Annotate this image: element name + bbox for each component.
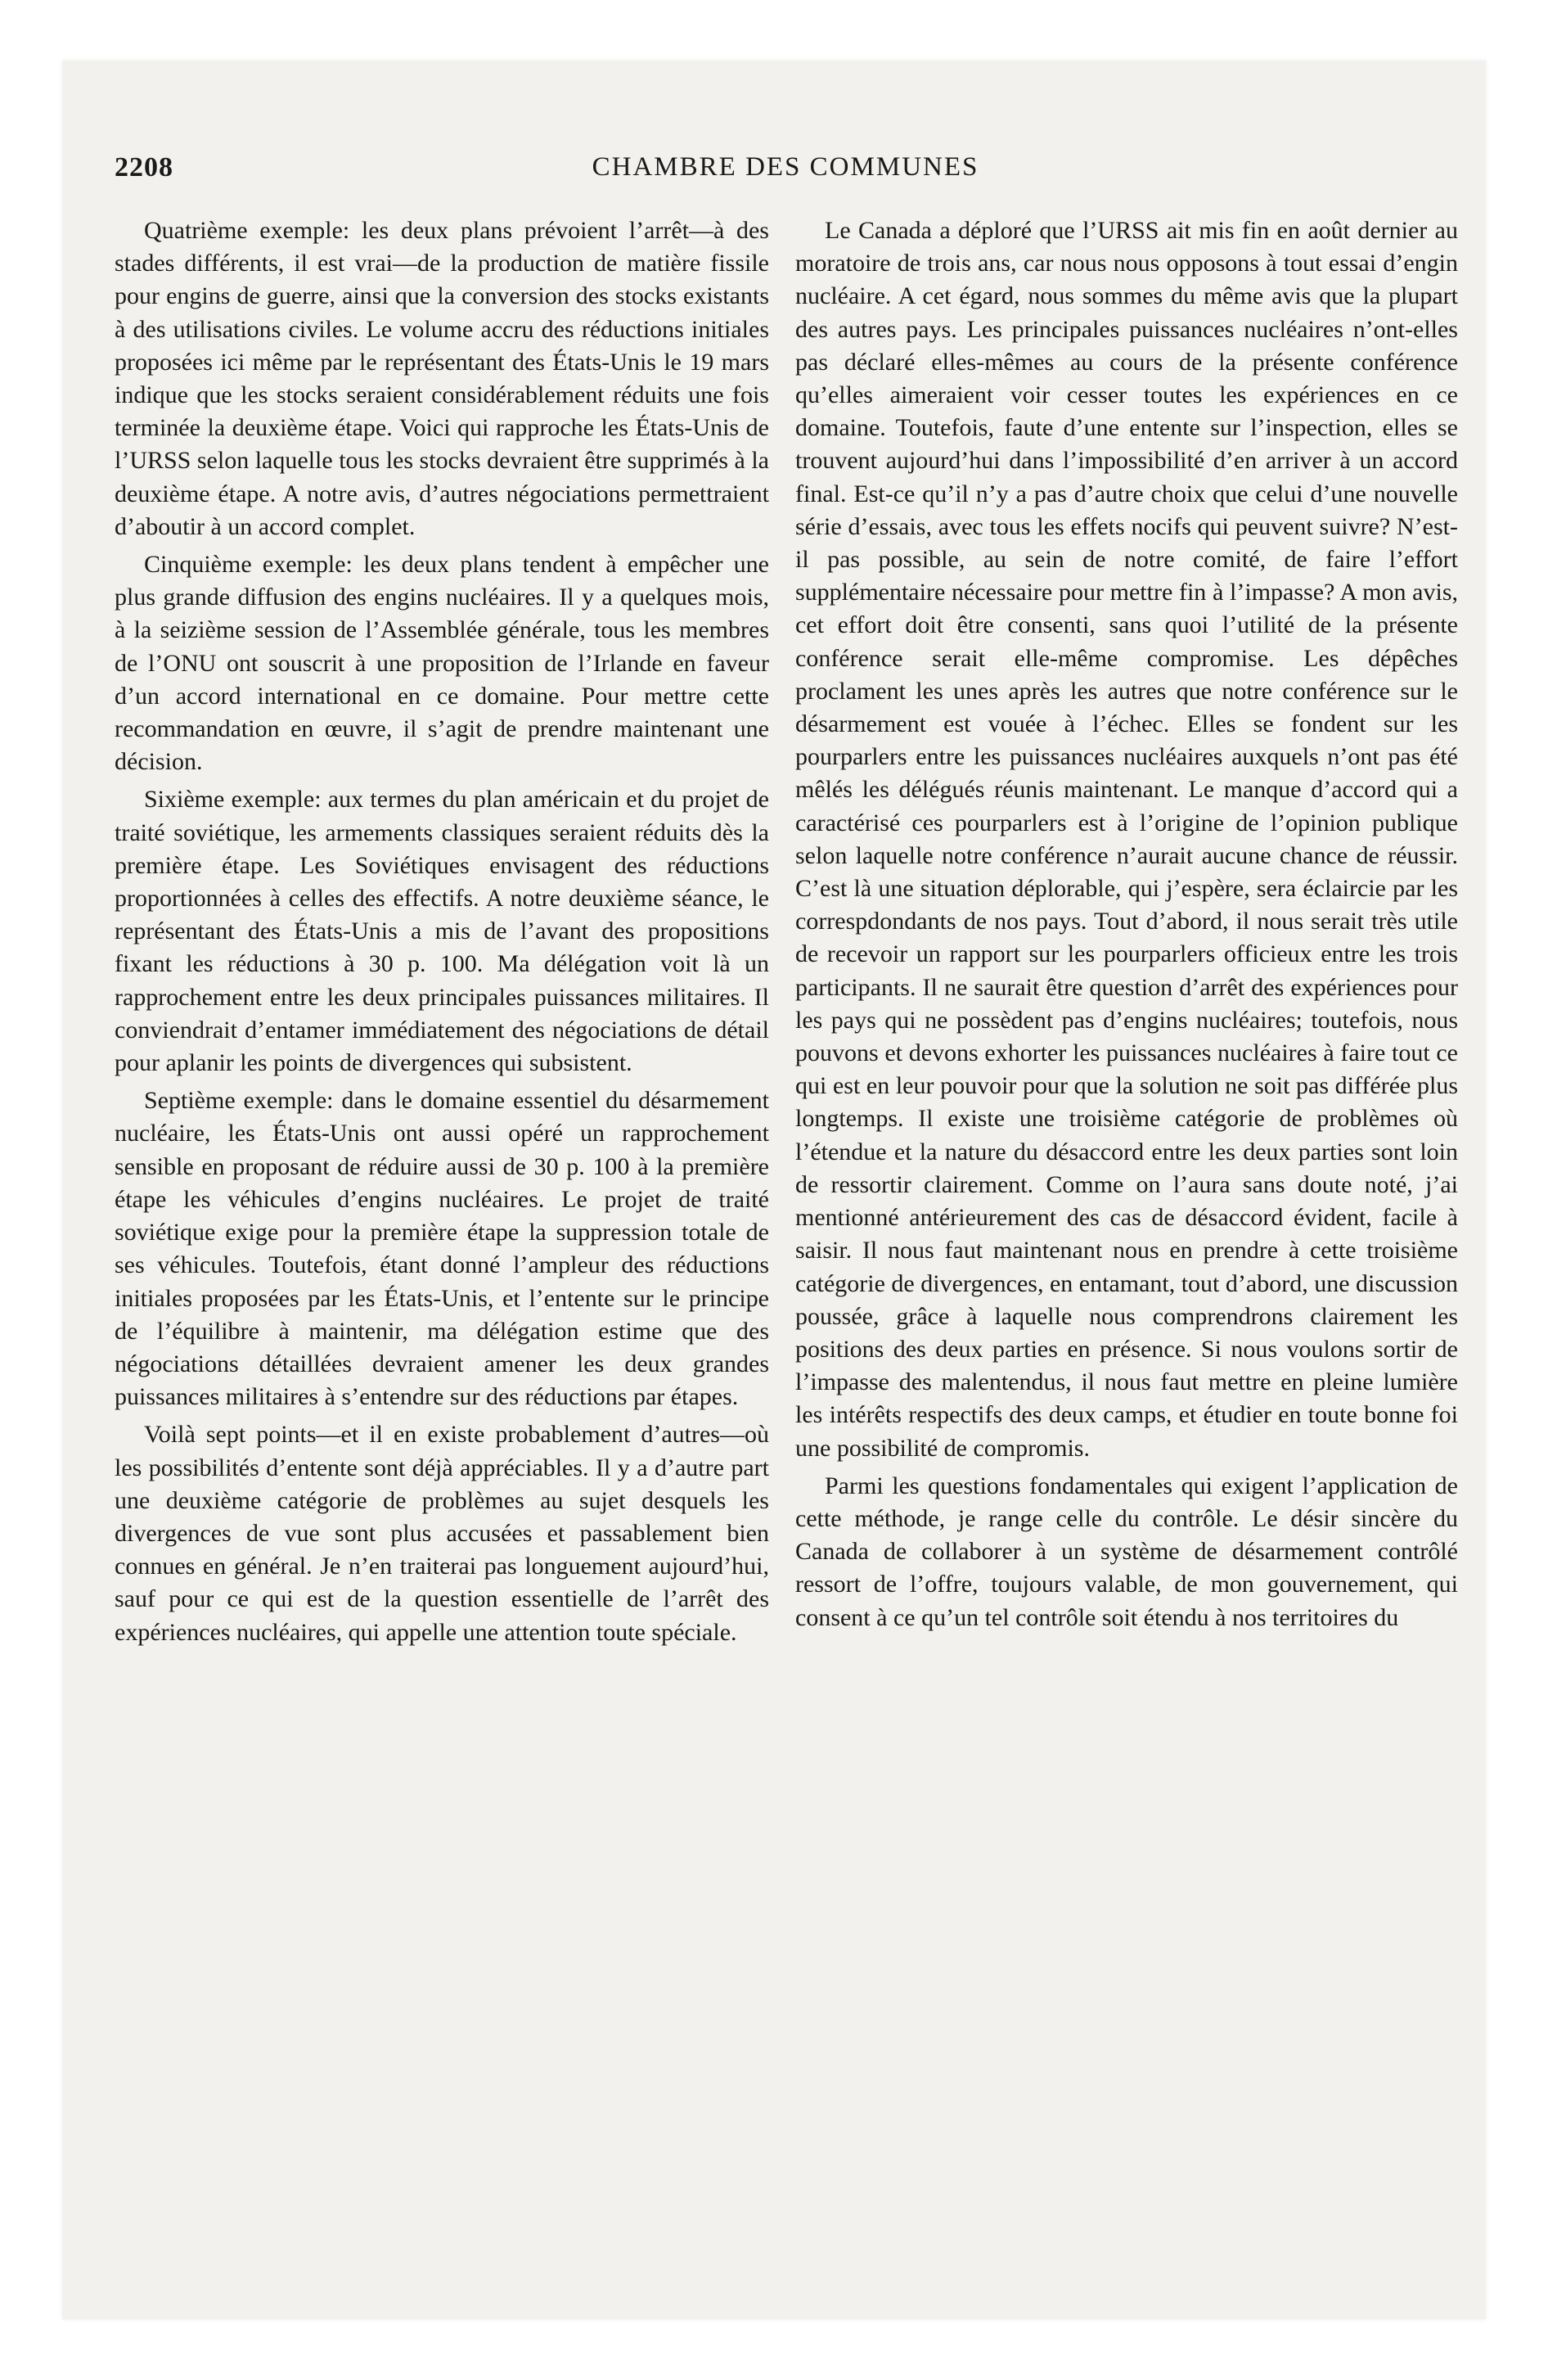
left-column — [115, 214, 769, 1654]
paragraph-septieme-exemple: Septième exemple: dans le domaine essentiel du désarmement nucléaire, les États-Unis ont aussi opéré un rapprochement sensible en proposant de réduire aussi de 30 p. 100 à la première étape les véhicules d’engins nucléaires. Le projet de traité soviétique exige pour la première étape la suppression totale de ses véhicules. Toutefois, étant donné l’ampleur des réductions initiales proposées par les États-Unis, et l’entente sur le principe de l’équilibre à maintenir, ma délégation estime que des négociations détaillées devraient amener les deux grandes puissances militaires à s’entendre sur des réductions par étapes. — [115, 1087, 769, 1411]
page-number: 2208 — [115, 152, 173, 183]
paragraph-canada-urss: Le Canada a déploré que l’URSS ait mis fin en août dernier au moratoire de trois ans, car nous nous opposons à tout essai d’engin nucléaire. A cet égard, nous sommes du même avis que la plupart des autres pays. Les principales puissances nucléaires n’ont-elles pas déclaré elles-mêmes au cours de la présente conférence qu’elles aimeraient voir cesser toutes les expériences en ce domaine. Toutefois, faute d’une entente sur l’inspection, elles se trouvent aujourd’hui dans l’impossibilité d’en arriver à un accord final. Est-ce qu’il n’y a pas d’autre choix que celui d’une nouvelle série d’essais, avec tous les effets nocifs qui peuvent suivre? N’est-il pas possible, au sein de notre comité, de faire l’effort supplémentaire nécessaire pour mettre fin à l’impasse? A mon avis, cet effort doit être consenti, sans quoi l’utilité de la présente conférence serait elle-même compromise. Les dépêches proclament les unes après les autres que notre conférence sur le désarmement est vouée à l’échec. Elles se fondent sur les pourparlers entre les puissances nucléaires auxquels n’ont pas été mêlés les délégués réunis maintenant. Le manque d’accord qui a caractérisé ces pourparlers est à l’origine de l’opinion publique selon laquelle notre conférence n’aurait aucune chance de réussir. C’est là une situation déplorable, qui j’espère, sera éclaircie par les correspdondants de nos pays. Tout d’abord, il nous serait très utile de recevoir un rapport sur les pourparlers officieux entre les trois participants. Il ne saurait être question d’arrêt des expériences pour les pays qui ne possèdent pas d’engins nucléaires; toutefois, nous pouvons et devons exhorter les puissances nucléaires à faire tout ce qui est en leur pouvoir pour que la solution ne soit pas différée plus longtemps. Il existe une troisième catégorie de problèmes où l’étendue et la nature du désaccord entre les deux parties sont loin de ressortir clairement. Comme on l’aura sans doute noté, j’ai mentionné antérieurement des cas de désaccord évident, facile à saisir. Il nous faut maintenant nous en prendre à cette troisième catégorie de divergences, en entamant, tout d’abord, une discussion poussée, grâce à laquelle nous comprendrons clairement les positions des deux parties en présence. Si nous voulons sortir de l’impasse des malentendus, il nous faut mettre en pleine lumière les intérêts respectifs des deux camps, et étudier en toute bonne foi une possibilité de compromis. — [795, 217, 1459, 1462]
paragraph-questions-fondamentales: Parmi les questions fondamentales qui exigent l’application de cette méthode, je range celle du contrôle. Le désir sincère du Canada de collaborer à un système de désarmement contrôlé ressort de l’offre, toujours valable, de mon gouvernement, qui consent à ce qu’un tel contrôle soit étendu à nos territoires du — [795, 1472, 1458, 1631]
paragraph-voila-sept-points: Voilà sept points—et il en existe probablement d’autres—où les possibilités d’entente sont déjà appréciables. Il y a d’autre part une deuxième catégorie de problèmes au sujet desquels les divergences de vue sont plus accusées et passablement bien connues en général. Je n’en traiterai pas longuement aujourd’hui, sauf pour ce qui est de la question essentielle de l’arrêt des expériences nucléaires, qui appelle une attention toute spéciale. — [115, 1421, 769, 1646]
paragraph-sixieme-exemple: Sixième exemple: aux termes du plan américain et du projet de traité soviétique, les armements classiques seraient réduits dès la première étape. Les Soviétiques envisagent des réductions proportionnées à celles des effectifs. A notre deuxième séance, le représentant des États-Unis a mis de l’avant des propositions fixant les réductions à 30 p. 100. Ma délégation voit là un rapprochement entre les deux principales puissances militaires. Il conviendrait d’entamer immédiatement des négociations de détail pour aplanir les points de divergences qui subsistent. — [115, 786, 769, 1077]
page-title: CHAMBRE DES COMMUNES — [592, 152, 979, 182]
paragraph-quatrieme-exemple: Quatrième exemple: les deux plans prévoient l’arrêt—à des stades différents, il est vrai—de la production de matière fissile pour engins de guerre, ainsi que la conversion des stocks existants à des utilisations civiles. Le volume accru des réductions initiales proposées ici même par le représentant des États-Unis le 19 mars indique que les stocks seraient considérablement réduits une fois terminée la deuxième étape. Voici qui rapproche les États-Unis de l’URSS selon laquelle tous les stocks devraient être supprimés à la deuxième étape. A notre avis, d’autres négociations permettraient d’aboutir à un accord complet. — [115, 217, 769, 540]
running-head — [115, 152, 1456, 193]
paragraph-cinquieme-exemple: Cinquième exemple: les deux plans tendent à empêcher une plus grande diffusion des engins nucléaires. Il y a quelques mois, à la seizième session de l’Assemblée générale, tous les membres de l’ONU ont souscrit à une proposition de l’Irlande en faveur d’un accord international en ce domaine. Pour mettre cette recommandation en œuvre, il s’agit de prendre maintenant une décision. — [115, 551, 769, 776]
right-column — [795, 214, 1458, 1639]
